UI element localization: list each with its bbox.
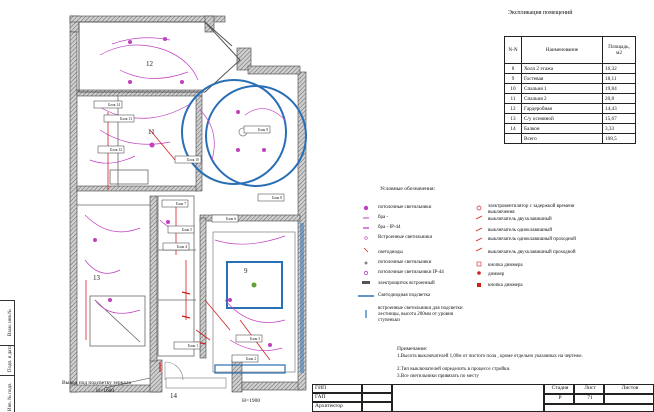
- box-label: Блок 6: [225, 217, 236, 221]
- box-label: Блок 9: [257, 128, 268, 132]
- table-row: 10 Спальня 1 19,84: [505, 84, 636, 94]
- room-number-9: 9: [244, 267, 248, 275]
- box-label: Блок 1: [187, 344, 198, 348]
- stamp-stage-label: Стадия: [544, 384, 574, 394]
- legend-item: Встроенные светильники: [378, 235, 433, 240]
- room-table-title: Экспликация помещений: [508, 10, 573, 16]
- stamp-architect: Архитектор: [312, 402, 362, 412]
- stamp-gap: ГАП: [312, 393, 362, 402]
- table-row: 12 Гардеробная 14,43: [505, 104, 636, 114]
- stamp-sheet-value: 71: [574, 394, 604, 404]
- table-row: 11 Спальня 2 20,8: [505, 94, 636, 104]
- table-header: Площадь, м2: [603, 37, 636, 64]
- box-label: Блок 2: [245, 357, 256, 361]
- legend-item: Светодиодная подсветка: [378, 293, 431, 298]
- stamp-gip: ГИП: [312, 384, 362, 393]
- box-label: Блок 13: [120, 117, 132, 121]
- table-row: 8 Холл 2 этажа 16,32: [505, 64, 636, 74]
- height-note: H=1900: [242, 398, 261, 404]
- legend-item: потолочные светильники IP-44: [378, 270, 444, 275]
- legend-item: потолочные светильники: [378, 205, 432, 210]
- box-label: Блок 5: [181, 228, 192, 232]
- box-label: Блок 12: [110, 148, 122, 152]
- round-room-arc-right: [206, 86, 306, 186]
- box-label: Блок 14: [108, 103, 120, 107]
- mirror-height: H=1600: [96, 388, 115, 394]
- table-row: 14 Балкон 3,33: [505, 124, 636, 134]
- legend-item: встроенные светильники для подсветки лестницы, высота 200мм от уровня ступеньки: [378, 306, 463, 323]
- side-label: Подп. и дата: [8, 345, 13, 372]
- note-item: 2.Тип выключателей определить в процессе стройки.: [397, 367, 511, 372]
- note-item: 1.Высота выключателей 1,00м от чистого пола , кроме отдельно указанных на чертеже.: [397, 354, 583, 359]
- mirror-note: Вывод под подсветку зеркала: [62, 380, 131, 386]
- legend-item: бра -: [378, 215, 389, 220]
- side-label: Взам. инв.№: [8, 309, 13, 336]
- legend-item: бра - IP-44: [378, 225, 401, 230]
- legend-item: выключатель двухклавишный проходной: [488, 250, 576, 255]
- light-fixtures: [93, 37, 272, 347]
- legend-item: кнопка диммера: [488, 263, 523, 268]
- legend-title: Условные обозначения:: [380, 186, 436, 192]
- room-number-14: 14: [170, 392, 177, 400]
- box-label: Блок 3: [249, 337, 260, 341]
- legend-item: выключатель одноклавишный проходной: [488, 237, 576, 242]
- table-row-total: Всего 108,5: [505, 134, 636, 144]
- box-label: Блок 4: [176, 245, 187, 249]
- table-header: N-N: [505, 37, 522, 64]
- stamp-sheet-label: Лист: [574, 384, 604, 394]
- room-table: [504, 36, 636, 144]
- table-row: 9 Гостевая 18,11: [505, 74, 636, 84]
- legend-item: кнопка диммера: [488, 283, 523, 288]
- legend-item: потолочные светильники: [378, 260, 432, 265]
- legend-item: выключатель двухклавишный: [488, 217, 552, 222]
- box-label: Блок 7: [175, 202, 186, 206]
- notes-title: Примечание:: [397, 346, 428, 352]
- table-header: Наименование: [522, 37, 603, 64]
- title-block: [312, 384, 654, 412]
- table-row: 13 С/у основной 15,67: [505, 114, 636, 124]
- room-number-12: 12: [146, 60, 153, 68]
- legend-item: выключатель одноклавишный: [488, 228, 553, 233]
- side-label: Инв. № подл.: [8, 382, 13, 411]
- stamp-stage-value: Р: [544, 394, 574, 404]
- room-number-13: 13: [93, 274, 100, 282]
- box-label: Блок 10: [187, 158, 199, 162]
- box-label: Блок 8: [271, 196, 282, 200]
- stamp-sheets-label: Листов: [604, 384, 654, 394]
- room-number-11: 11: [148, 128, 155, 136]
- legend-item: электрощиток встроенный: [378, 281, 435, 286]
- legend-item: светодиоды: [378, 250, 403, 255]
- legend-item: электровентилятор с задержкой времени выключения: [488, 204, 575, 215]
- note-item: 3.Все светильники привязать по месту: [397, 374, 479, 379]
- legend-item: диммер: [488, 272, 505, 277]
- room-12-outline: [79, 22, 240, 92]
